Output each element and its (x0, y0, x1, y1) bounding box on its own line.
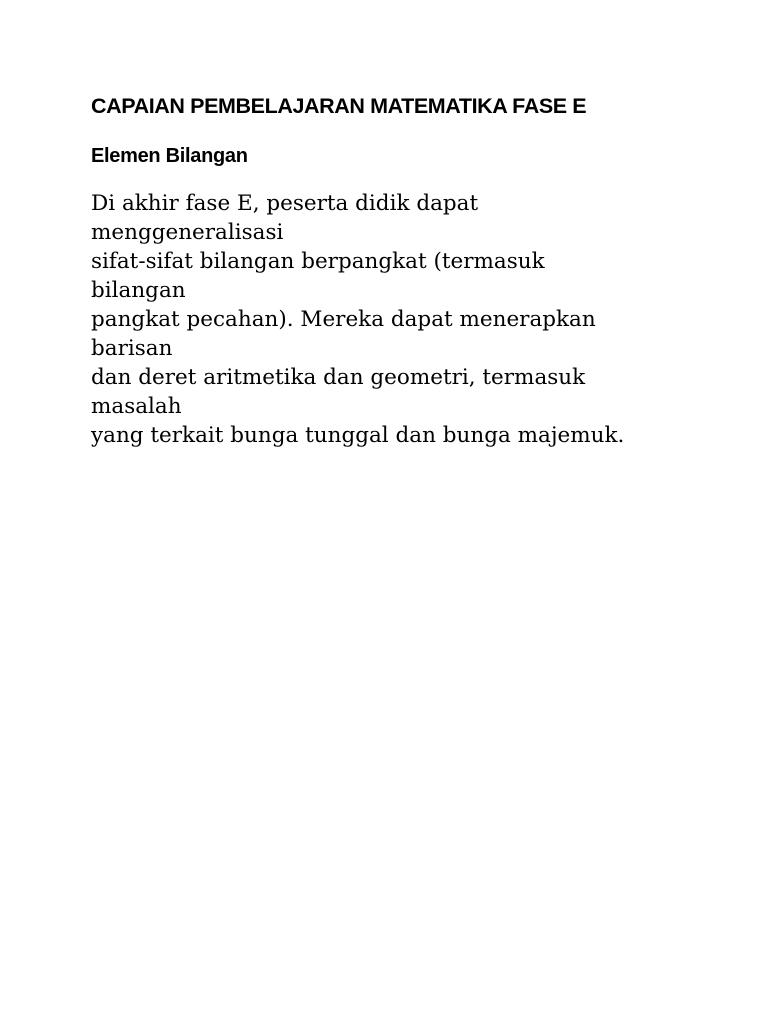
paragraph-line: bilangan (91, 278, 186, 303)
document-title: CAPAIAN PEMBELAJARAN MATEMATIKA FASE E (91, 94, 587, 118)
paragraph-line: yang terkait bunga tunggal dan bunga majemuk. (91, 423, 625, 448)
paragraph-line: dan deret aritmetika dan geometri, termasuk (91, 365, 586, 390)
paragraph-line: barisan (91, 336, 173, 361)
paragraph-line: sifat-sifat bilangan berpangkat (termasuk (91, 249, 545, 274)
paragraph-line: masalah (91, 394, 182, 419)
paragraph-line: pangkat pecahan). Mereka dapat menerapkan (91, 307, 596, 332)
section-paragraph (91, 189, 624, 450)
paragraph-line: menggeneralisasi (91, 220, 284, 245)
section-heading: Elemen Bilangan (91, 145, 248, 167)
paragraph-line: Di akhir fase E, peserta didik dapat (91, 191, 479, 216)
